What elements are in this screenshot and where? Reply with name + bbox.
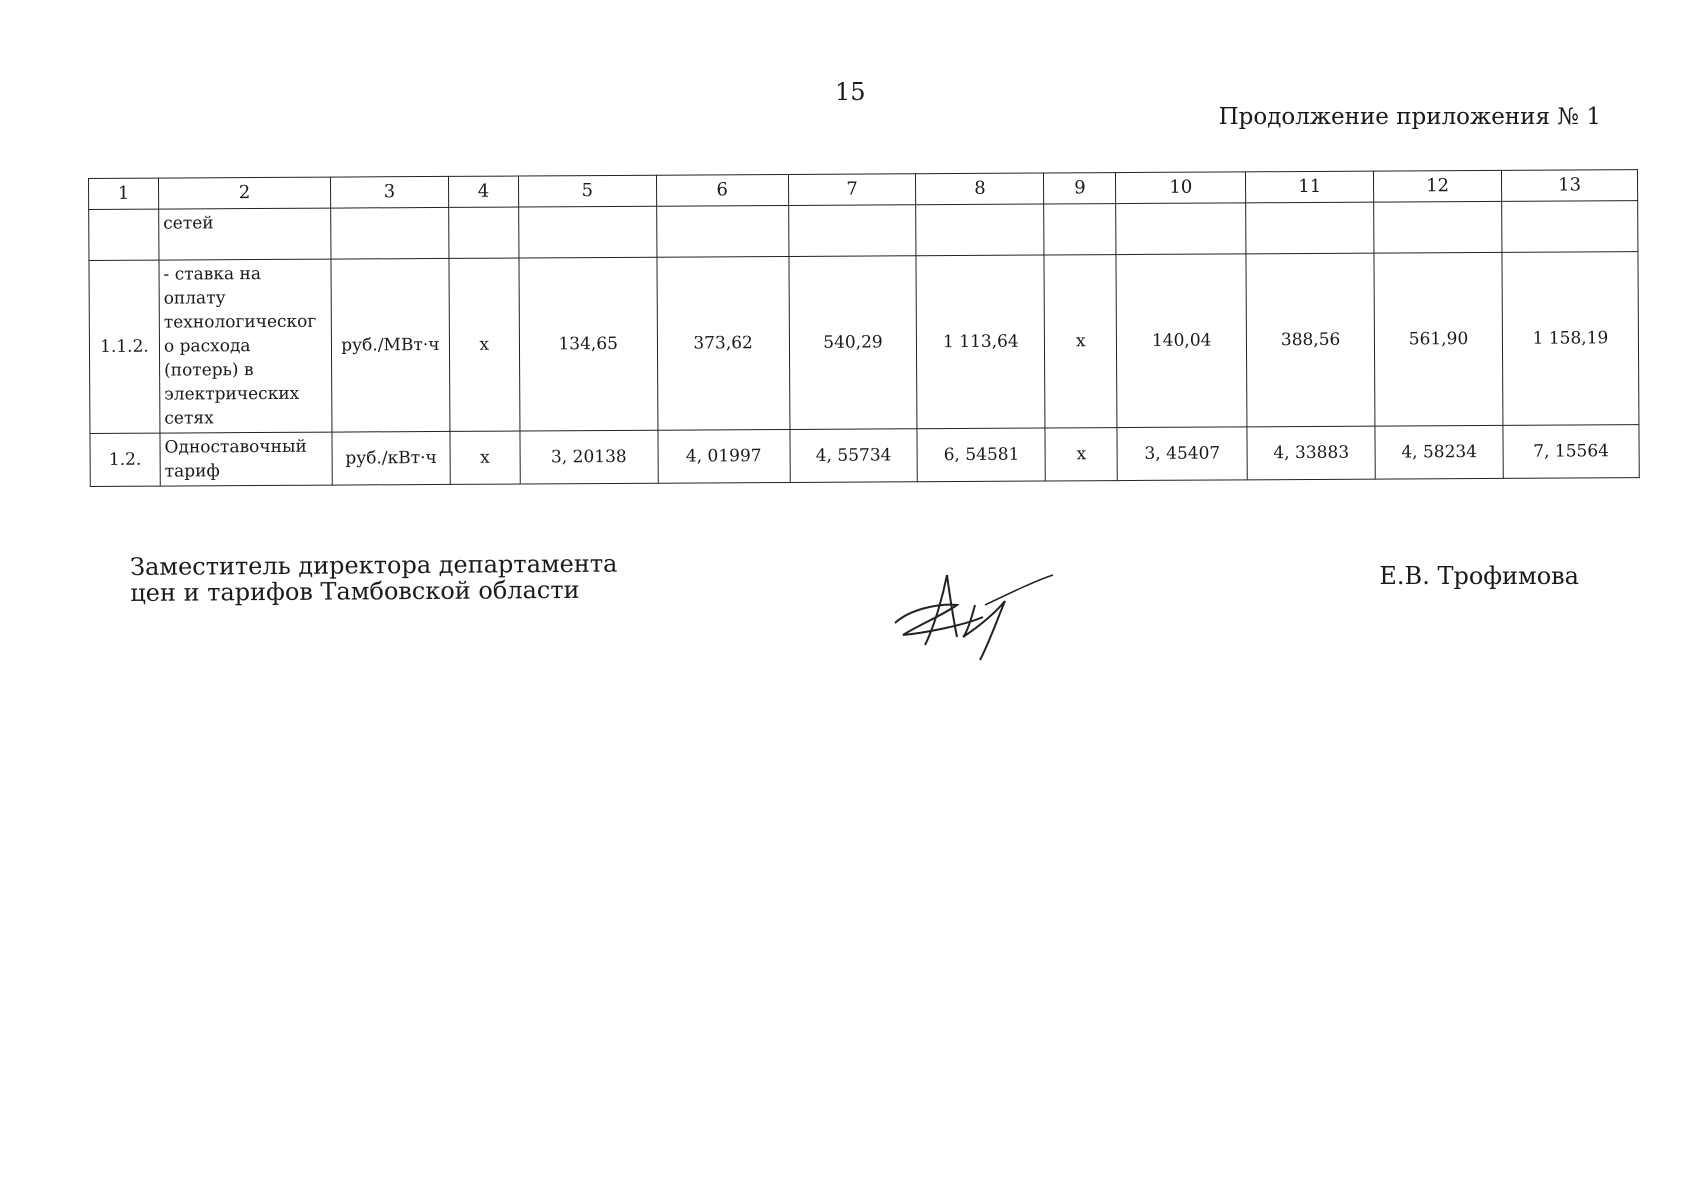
- table-cell: 1.2.: [90, 433, 160, 486]
- header-cell: 13: [1501, 170, 1637, 202]
- table-cell: 1 113,64: [916, 255, 1045, 429]
- table-cell: сетей: [159, 208, 331, 260]
- table-cell: руб./кВт·ч: [332, 431, 450, 485]
- header-cell: 8: [916, 173, 1044, 205]
- table-cell: [656, 205, 788, 257]
- table-cell: 6, 54581: [917, 428, 1045, 482]
- header-cell: 5: [518, 175, 656, 207]
- table-cell: [1246, 202, 1374, 254]
- signer-name: Е.В. Трофимова: [1379, 562, 1579, 590]
- table-cell: 1 158,19: [1502, 252, 1639, 426]
- table-row: [89, 252, 1639, 434]
- table-cell: 4, 58234: [1375, 425, 1503, 479]
- header-cell: 9: [1044, 173, 1116, 204]
- table-cell: [788, 205, 916, 257]
- table-cell: 4, 33883: [1247, 426, 1375, 480]
- table-cell: [449, 207, 519, 258]
- table-cell: [916, 204, 1044, 256]
- table-cell: 4, 01997: [658, 429, 790, 483]
- table-cell: х: [1044, 255, 1117, 428]
- table-cell: 3, 20138: [520, 430, 658, 484]
- table-cell: 388,56: [1246, 253, 1375, 427]
- table-cell: 3, 45407: [1117, 427, 1247, 481]
- table-cell: х: [450, 431, 520, 484]
- table-cell: 134,65: [519, 257, 658, 431]
- header-cell: 1: [89, 178, 159, 209]
- table-cell: - ставка на оплату технологическог о расхода (потерь) в электрических сетях: [159, 259, 332, 433]
- header-cell: 6: [656, 174, 788, 206]
- header-cell: 12: [1374, 170, 1502, 202]
- header-cell: 4: [448, 176, 518, 207]
- header-cell: 11: [1246, 171, 1374, 203]
- header-cell: 3: [330, 176, 448, 208]
- signer-title-line: Заместитель директора департамента: [129, 549, 618, 581]
- table-row: [89, 201, 1638, 261]
- header-cell: 7: [788, 174, 916, 206]
- appendix-title: Продолжение приложения № 1: [1218, 104, 1601, 130]
- header-cell: 10: [1116, 172, 1246, 204]
- table-cell: [1116, 203, 1246, 255]
- table-cell: х: [449, 258, 520, 431]
- table-cell: 140,04: [1116, 254, 1247, 428]
- table-cell: 540,29: [789, 256, 918, 430]
- table-cell: Одноставочный тариф: [160, 432, 332, 486]
- signer-title-line: цен и тарифов Тамбовской области: [130, 575, 580, 607]
- table-cell: 1.1.2.: [89, 260, 160, 433]
- table-cell: [89, 209, 159, 260]
- tariff-table: [88, 169, 1640, 487]
- signer-title: [130, 551, 618, 606]
- table-cell: [1502, 201, 1638, 253]
- table-cell: 373,62: [657, 256, 790, 430]
- table-cell: [1044, 204, 1116, 255]
- table-cell: 7, 15564: [1503, 425, 1639, 479]
- table-row: [90, 425, 1639, 487]
- page-number: 15: [835, 78, 866, 106]
- table-cell: 4, 55734: [790, 429, 918, 483]
- header-cell: 2: [158, 177, 330, 209]
- table-cell: [1374, 201, 1502, 253]
- table-cell: 561,90: [1374, 252, 1503, 426]
- table-cell: руб./МВт·ч: [331, 258, 450, 432]
- table-cell: х: [1045, 428, 1117, 481]
- table-cell: [518, 206, 656, 258]
- handwritten-signature: [885, 565, 1055, 665]
- table-cell: [331, 207, 449, 259]
